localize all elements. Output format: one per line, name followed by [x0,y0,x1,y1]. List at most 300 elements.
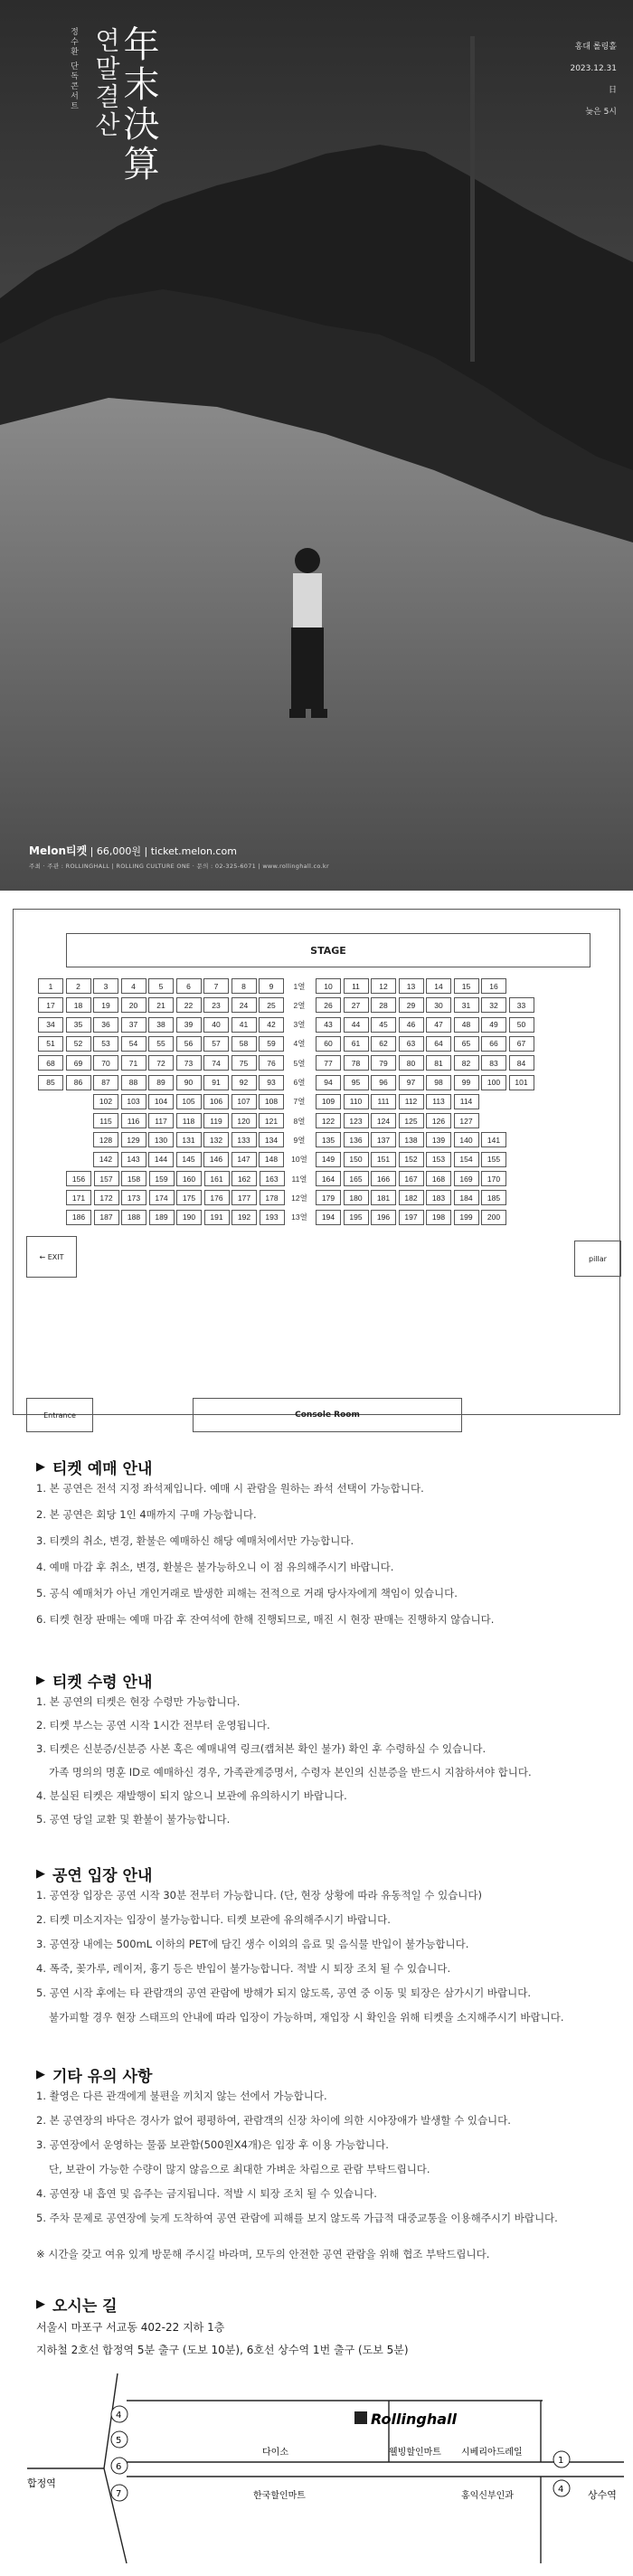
list-item: 1. 공연장 입장은 공연 시작 30분 전부터 가능합니다. (단, 현장 상황에 따라 유동적일 수 있습니다) [36,1889,482,1901]
seat-93: 93 [259,1075,284,1090]
seat-45: 45 [371,1017,396,1033]
seat-131: 131 [176,1132,202,1147]
seat-42: 42 [259,1017,284,1033]
seat-189: 189 [149,1210,175,1225]
seat-113: 113 [426,1094,451,1109]
seat-114: 114 [454,1094,479,1109]
seat-161: 161 [204,1171,230,1186]
seat-152: 152 [399,1152,424,1167]
seat-166: 166 [371,1171,396,1186]
seat-13: 13 [399,978,424,994]
seat-171: 171 [66,1190,91,1205]
list-item: 2. 티켓 부스는 공연 시작 1시간 전부터 운영됩니다. [36,1719,270,1731]
seat-58: 58 [231,1036,257,1052]
route-map-svg [0,2364,633,2572]
seat-73: 73 [176,1055,202,1071]
seat-70: 70 [93,1055,118,1071]
subway-info: 지하철 2호선 합정역 5분 출구 (도보 10분), 6호선 상수역 1번 출구 (도보 5분) [36,2344,409,2356]
seat-101: 101 [509,1075,534,1090]
list-item: 5. 주차 문제로 공연장에 늦게 도착하여 공연 관람에 피해를 보지 않도록 가급적 대중교통을 이용해주시기 바랍니다. [36,2212,558,2224]
seat-173: 173 [121,1190,146,1205]
triangle-icon: ▶ [36,2067,45,2081]
seat-20: 20 [121,997,146,1013]
exit-4-left [111,2406,128,2422]
seat-142: 142 [93,1152,118,1167]
seat-165: 165 [344,1171,369,1186]
seat-88: 88 [121,1075,146,1090]
seat-187: 187 [94,1210,119,1225]
seat-139: 139 [426,1132,451,1147]
seat-74: 74 [203,1055,229,1071]
seat-150: 150 [344,1152,369,1167]
seat-178: 178 [260,1190,285,1205]
exit-4-right [553,2480,570,2496]
exit-7 [111,2485,128,2501]
seat-200: 200 [481,1210,506,1225]
seat-115: 115 [93,1113,118,1128]
list-item: 2. 본 공연장의 바닥은 경사가 없어 평평하여, 관람객의 신장 차이에 의한 시야장애가 발생할 수 있습니다. [36,2114,511,2127]
hongik-clinic-label: 홍익신부인과 [461,2491,514,2501]
exit-6 [111,2458,128,2474]
seat-153: 153 [426,1152,451,1167]
seat-191: 191 [204,1210,230,1225]
seat-14: 14 [426,978,451,994]
poster-korean-title: 연말결산 [91,27,121,139]
rollinghall-marker [354,2411,457,2428]
seat-120: 120 [231,1113,257,1128]
seat-41: 41 [231,1017,257,1033]
siberian-label: 시베리아드레일 [461,2448,523,2458]
poster-info [570,36,617,123]
seat-85: 85 [38,1075,63,1090]
seat-140: 140 [454,1132,479,1147]
seat-21: 21 [148,997,174,1013]
seat-75: 75 [231,1055,257,1071]
walking-figure [289,548,327,718]
exit-1 [553,2451,570,2467]
section-title: 기타 유의 사항 [52,2067,153,2086]
seat-69: 69 [66,1055,91,1071]
section-ticket-pickup [36,1665,597,1836]
stage-box: STAGE [66,933,590,967]
list-item: 5. 공연 당일 교환 및 환불이 불가능합니다. [36,1813,231,1826]
seat-193: 193 [260,1210,285,1225]
seat-98: 98 [426,1075,451,1090]
row-label: 7열 [293,1097,306,1107]
seat-164: 164 [316,1171,341,1186]
seat-95: 95 [344,1075,369,1090]
seat-36: 36 [93,1017,118,1033]
list-item: 불가피할 경우 현장 스태프의 안내에 따라 입장이 가능하며, 재입장 시 확인을 위해 티켓을 소지해주시기 바랍니다. [49,2011,564,2024]
seat-53: 53 [93,1036,118,1052]
seat-143: 143 [121,1152,146,1167]
poster-venue: 홍대 롤링홀 [574,42,617,52]
seat-180: 180 [344,1190,369,1205]
seat-163: 163 [260,1171,285,1186]
seat-112: 112 [399,1094,424,1109]
list-item: 2. 티켓 미소지자는 입장이 불가능합니다. 티켓 보관에 유의해주시기 바랍니다. [36,1913,391,1926]
seat-38: 38 [148,1017,174,1033]
poster-day: 日 [608,86,617,95]
seat-2: 2 [66,978,91,994]
seat-22: 22 [176,997,202,1013]
seat-62: 62 [371,1036,396,1052]
list-item: 1. 본 공연의 티켓은 현장 수령만 가능합니다. [36,1695,241,1708]
triangle-icon: ▶ [36,1459,45,1474]
seat-97: 97 [399,1075,424,1090]
poster-credits: 주최 · 주관 : ROLLINGHALL | ROLLING CULTURE ONE · 문의 : 02-325-6071 | www.rollinghall.co.kr [29,863,329,870]
seat-192: 192 [231,1210,257,1225]
seat-134: 134 [259,1132,284,1147]
seat-7: 7 [203,978,229,994]
seat-195: 195 [344,1210,369,1225]
seat-110: 110 [344,1094,369,1109]
seat-10: 10 [316,978,341,994]
seat-51: 51 [38,1036,63,1052]
seat-49: 49 [481,1017,506,1033]
seat-17: 17 [38,997,63,1013]
seat-6: 6 [176,978,202,994]
seat-151: 151 [371,1152,396,1167]
row-label: 2열 [293,1000,306,1010]
list-item: 4. 공연장 내 흡연 및 음주는 금지됩니다. 적발 시 퇴장 조치 될 수 있습니다. [36,2187,377,2200]
seat-130: 130 [148,1132,174,1147]
seat-156: 156 [66,1171,91,1186]
seat-154: 154 [454,1152,479,1167]
seat-29: 29 [399,997,424,1013]
seat-52: 52 [66,1036,91,1052]
row-label: 9열 [293,1135,306,1145]
seat-11: 11 [344,978,369,994]
seat-82: 82 [454,1055,479,1071]
seat-129: 129 [121,1132,146,1147]
list-item: 4. 예매 마감 후 취소, 변경, 환불은 불가능하오니 이 점 유의해주시기 바랍니다. [36,1561,394,1573]
seat-167: 167 [399,1171,424,1186]
seat-111: 111 [371,1094,396,1109]
console-room-box: Console Room [193,1398,462,1432]
seat-37: 37 [121,1017,146,1033]
seat-102: 102 [93,1094,118,1109]
list-item: 6. 티켓 현장 판매는 예매 마감 후 잔여석에 한해 진행되므로, 매진 시 현장 판매는 진행하지 않습니다. [36,1613,495,1626]
seat-144: 144 [148,1152,174,1167]
exit-5 [111,2431,128,2448]
hanguk-mart-label: 한국할인마트 [253,2491,306,2501]
seat-39: 39 [176,1017,202,1033]
seat-170: 170 [481,1171,506,1186]
section-ticket-booking [36,1451,597,1639]
svg-text:4: 4 [116,2411,122,2420]
seat-55: 55 [148,1036,174,1052]
ticket-url[interactable]: ticket.melon.com [150,845,237,857]
seat-103: 103 [121,1094,146,1109]
list-item: 단, 보관이 가능한 수량이 많지 않음으로 최대한 가벼운 차림으로 관람 부탁드립니다. [49,2163,430,2175]
seat-188: 188 [121,1210,146,1225]
seat-175: 175 [176,1190,202,1205]
list-item: 3. 티켓은 신분증/신분증 사본 혹은 예매내역 링크(캡쳐본 확인 불가) 확인 후 수령하실 수 있습니다. [36,1742,487,1755]
seat-65: 65 [454,1036,479,1052]
seat-79: 79 [371,1055,396,1071]
seat-118: 118 [176,1113,202,1128]
seat-183: 183 [426,1190,451,1205]
pillar-box: pillar [574,1241,621,1277]
seat-40: 40 [203,1017,229,1033]
seat-176: 176 [204,1190,230,1205]
seat-83: 83 [481,1055,506,1071]
seat-186: 186 [66,1210,91,1225]
seat-94: 94 [316,1075,341,1090]
seat-47: 47 [426,1017,451,1033]
seat-99: 99 [454,1075,479,1090]
seat-185: 185 [481,1190,506,1205]
seat-56: 56 [176,1036,202,1052]
poster-hanja-title: 年末決算 [118,25,159,184]
seat-182: 182 [399,1190,424,1205]
seat-5: 5 [148,978,174,994]
seat-28: 28 [371,997,396,1013]
list-item: 3. 공연장 내에는 500mL 이하의 PET에 담긴 생수 이외의 음료 및 음식물 반입이 불가능합니다. [36,1938,469,1950]
seat-19: 19 [93,997,118,1013]
row-label: 1열 [293,981,306,991]
seat-16: 16 [481,978,506,994]
seat-141: 141 [481,1132,506,1147]
seat-86: 86 [66,1075,91,1090]
seat-61: 61 [344,1036,369,1052]
seat-197: 197 [399,1210,424,1225]
seat-155: 155 [481,1152,506,1167]
seat-27: 27 [344,997,369,1013]
seat-71: 71 [121,1055,146,1071]
seat-91: 91 [203,1075,229,1090]
seat-map [0,891,633,1451]
seat-169: 169 [454,1171,479,1186]
daiso-label: 다이소 [262,2448,288,2458]
seat-184: 184 [454,1190,479,1205]
seat-48: 48 [454,1017,479,1033]
section-title: 공연 입장 안내 [52,1866,153,1885]
seat-15: 15 [454,978,479,994]
seat-33: 33 [509,997,534,1013]
seat-60: 60 [316,1036,341,1052]
footnote: ※ 시간을 갖고 여유 있게 방문해 주시길 바라며, 모두의 안전한 공연 관람을 위해 협조 부탁드립니다. [36,2248,490,2260]
seat-1: 1 [38,978,63,994]
seat-179: 179 [316,1190,341,1205]
seat-68: 68 [38,1055,63,1071]
seat-148: 148 [259,1152,284,1167]
seat-106: 106 [203,1094,229,1109]
exit-box: ← EXIT [26,1236,77,1278]
address: 서울시 마포구 서교동 402-22 지하 1층 [36,2321,225,2334]
wellbeing-mart-label: 웰빙할인마트 [389,2448,441,2458]
list-item: 3. 공연장에서 운영하는 물품 보관함(500원X4개)은 입장 후 이용 가능합니다. [36,2138,389,2151]
seat-66: 66 [481,1036,506,1052]
svg-text:5: 5 [116,2436,122,2446]
list-item: 1. 촬영은 다른 관객에게 불편을 끼치지 않는 선에서 가능합니다. [36,2090,327,2102]
seat-8: 8 [231,978,257,994]
seat-177: 177 [231,1190,257,1205]
row-label: 13열 [291,1213,307,1222]
list-item: 5. 공연 시작 후에는 타 관람객의 공연 관람에 방해가 되지 않도록, 공연 중 이동 및 퇴장은 삼가시기 바랍니다. [36,1986,532,1999]
seat-181: 181 [371,1190,396,1205]
svg-text:1: 1 [558,2456,564,2466]
section-entry [36,1858,597,2035]
seat-map-frame [13,909,620,1420]
seat-109: 109 [316,1094,341,1109]
seat-105: 105 [176,1094,202,1109]
seat-123: 123 [344,1113,369,1128]
seat-168: 168 [426,1171,451,1186]
list-item: 5. 공식 예매처가 아닌 개인거래로 발생한 피해는 전적으로 거래 당사자에게 책임이 있습니다. [36,1587,458,1599]
list-item: 가족 명의의 명훈 ID로 예매하신 경우, 가족관계증명서, 수령자 본인의 신분증을 반드시 지참하셔야 합니다. [49,1766,532,1779]
seat-78: 78 [344,1055,369,1071]
seat-23: 23 [203,997,229,1013]
seat-157: 157 [94,1171,119,1186]
seat-119: 119 [203,1113,229,1128]
seat-199: 199 [454,1210,479,1225]
seat-126: 126 [426,1113,451,1128]
seat-12: 12 [371,978,396,994]
seat-100: 100 [481,1075,506,1090]
list-item: 4. 분실된 티켓은 재발행이 되지 않으니 보관에 유의하시기 바랍니다. [36,1789,347,1802]
list-item: 1. 본 공연은 전석 지정 좌석제입니다. 예매 시 관람을 원하는 좌석 선택이 가능합니다. [36,1482,424,1495]
seat-64: 64 [426,1036,451,1052]
seat-160: 160 [176,1171,202,1186]
svg-text:7: 7 [116,2489,122,2499]
seat-87: 87 [93,1075,118,1090]
section-directions [36,2288,597,2364]
svg-text:6: 6 [116,2462,122,2472]
notices [0,1451,633,2364]
seat-3: 3 [93,978,118,994]
section-title: 티켓 예매 안내 [52,1459,153,1478]
row-label: 8열 [293,1116,306,1126]
seat-145: 145 [176,1152,202,1167]
seat-67: 67 [509,1036,534,1052]
seat-117: 117 [148,1113,174,1128]
row-label: 11열 [291,1174,307,1184]
seat-138: 138 [399,1132,424,1147]
triangle-icon: ▶ [36,2297,45,2311]
section-title: 오시는 길 [52,2297,118,2316]
seat-159: 159 [149,1171,175,1186]
seat-125: 125 [399,1113,424,1128]
seat-96: 96 [371,1075,396,1090]
seat-136: 136 [344,1132,369,1147]
seat-35: 35 [66,1017,91,1033]
seat-63: 63 [399,1036,424,1052]
seat-104: 104 [148,1094,174,1109]
list-item: 2. 본 공연은 회당 1인 4매까지 구매 가능합니다. [36,1508,257,1521]
row-label: 3열 [293,1020,306,1030]
seat-174: 174 [149,1190,175,1205]
row-label: 6열 [293,1078,306,1087]
triangle-icon: ▶ [36,1673,45,1687]
seat-190: 190 [176,1210,202,1225]
seat-92: 92 [231,1075,257,1090]
seat-34: 34 [38,1017,63,1033]
seat-108: 108 [259,1094,284,1109]
poster-ticket-line [29,843,237,858]
row-label: 4열 [293,1039,306,1049]
melon-ticket-brand: Melon티켓 [29,845,88,857]
seat-57: 57 [203,1036,229,1052]
route-map [0,2364,633,2572]
concert-poster [0,0,633,891]
seat-127: 127 [454,1113,479,1128]
seat-90: 90 [176,1075,202,1090]
seat-121: 121 [259,1113,284,1128]
seat-50: 50 [509,1017,534,1033]
seat-44: 44 [344,1017,369,1033]
seat-32: 32 [481,997,506,1013]
seat-149: 149 [316,1152,341,1167]
seat-128: 128 [93,1132,118,1147]
seat-4: 4 [121,978,146,994]
svg-text:Rollinghall: Rollinghall [371,2411,457,2428]
seat-43: 43 [316,1017,341,1033]
seat-18: 18 [66,997,91,1013]
seat-77: 77 [316,1055,341,1071]
poster-subtitle: 정수환 단독콘서트 [69,27,78,111]
seat-80: 80 [399,1055,424,1071]
seat-46: 46 [399,1017,424,1033]
svg-text:4: 4 [558,2485,564,2495]
triangle-icon: ▶ [36,1866,45,1881]
seat-30: 30 [426,997,451,1013]
seat-124: 124 [371,1113,396,1128]
seat-172: 172 [94,1190,119,1205]
seat-81: 81 [426,1055,451,1071]
seat-196: 196 [371,1210,396,1225]
seat-122: 122 [316,1113,341,1128]
seat-116: 116 [121,1113,146,1128]
seat-158: 158 [121,1171,146,1186]
sangsu-label: 상수역 [588,2489,617,2501]
seat-76: 76 [259,1055,284,1071]
seat-24: 24 [231,997,257,1013]
seat-194: 194 [316,1210,341,1225]
seat-133: 133 [231,1132,257,1147]
seat-137: 137 [371,1132,396,1147]
seat-31: 31 [454,997,479,1013]
seat-59: 59 [259,1036,284,1052]
seat-89: 89 [148,1075,174,1090]
list-item: 4. 폭죽, 꽃가루, 레이저, 흉기 등은 반입이 불가능합니다. 적발 시 퇴장 조치 될 수 있습니다. [36,1962,451,1975]
entrance-box: Entrance [26,1398,93,1432]
poster-date: 2023.12.31 [570,64,617,73]
hapjeong-label: 합정역 [27,2477,56,2489]
seat-107: 107 [231,1094,257,1109]
seat-135: 135 [316,1132,341,1147]
poster-time: 늦은 5시 [585,108,617,117]
seat-147: 147 [231,1152,257,1167]
seat-132: 132 [203,1132,229,1147]
section-title: 티켓 수령 안내 [52,1673,153,1692]
row-label: 10열 [291,1155,307,1165]
seat-72: 72 [148,1055,174,1071]
seat-84: 84 [509,1055,534,1071]
row-label: 5열 [293,1058,306,1068]
seat-25: 25 [259,997,284,1013]
ticket-price: | 66,000원 | [90,845,151,857]
seat-54: 54 [121,1036,146,1052]
row-label: 12열 [291,1193,307,1203]
seat-198: 198 [426,1210,451,1225]
seat-162: 162 [231,1171,257,1186]
list-item: 3. 티켓의 취소, 변경, 환불은 예매하신 해당 예매처에서만 가능합니다. [36,1534,354,1547]
seat-9: 9 [259,978,284,994]
seat-26: 26 [316,997,341,1013]
seat-146: 146 [203,1152,229,1167]
